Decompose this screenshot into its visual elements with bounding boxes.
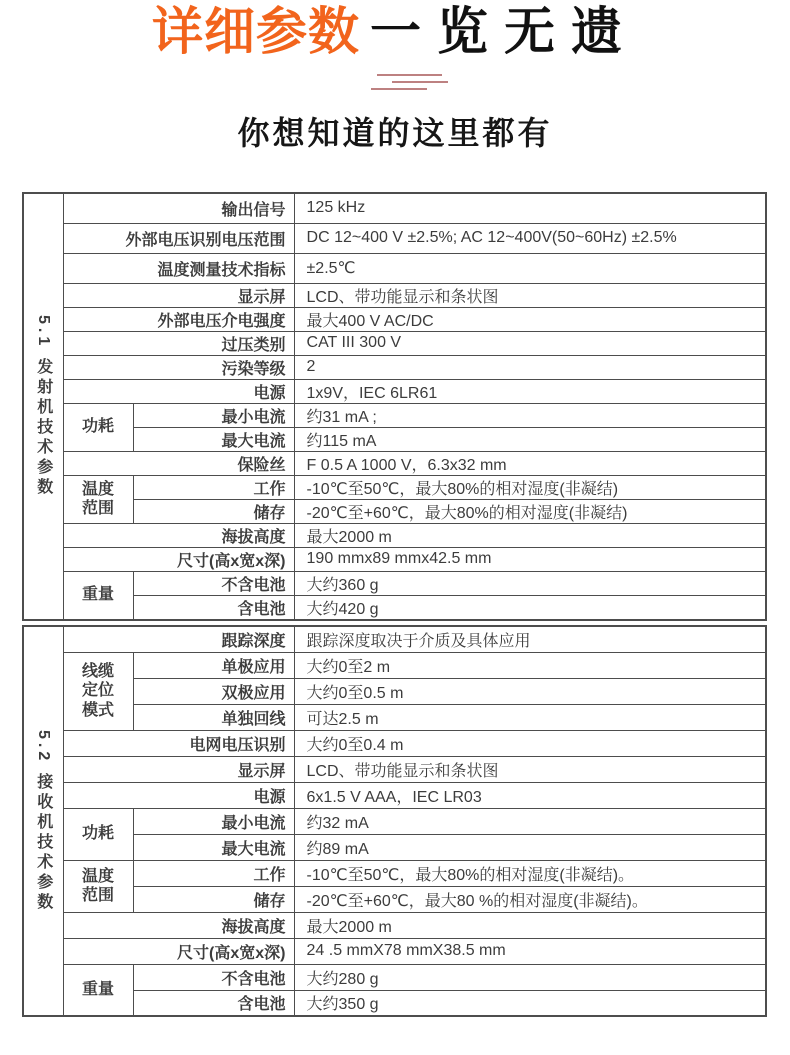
table-row: [23, 704, 766, 730]
spec-value: 最大2000 m: [294, 523, 766, 547]
spec-label: 显示屏: [63, 283, 294, 307]
table-row: [23, 595, 766, 620]
table-row: [23, 964, 766, 990]
spec-label: 不含电池: [133, 571, 294, 595]
page-title-highlight: 详细参数: [151, 3, 360, 60]
spec-label: 储存: [133, 499, 294, 523]
spec-value: 1x9V，IEC 6LR61: [294, 379, 766, 403]
transmitter-spec-table: [22, 192, 767, 621]
spec-label: 最小电流: [133, 808, 294, 834]
spec-value: 大约0至0.5 m: [294, 678, 766, 704]
spec-label: 最大电流: [133, 834, 294, 860]
transmitter-spec-table-body: [23, 193, 766, 620]
spec-value: 可达2.5 m: [294, 704, 766, 730]
spec-value: F 0.5 A 1000 V，6.3x32 mm: [294, 451, 766, 475]
spec-label: 电源: [63, 379, 294, 403]
spec-label: 含电池: [133, 990, 294, 1016]
spec-value: 6x1.5 V AAA，IEC LR03: [294, 782, 766, 808]
table-row: [23, 193, 766, 223]
title-decoration-line: [371, 88, 427, 90]
spec-value: 大约350 g: [294, 990, 766, 1016]
spec-label: 海拔高度: [63, 523, 294, 547]
title-decoration-line: [392, 81, 448, 83]
spec-value: 大约0至0.4 m: [294, 730, 766, 756]
spec-value: 最大400 V AC/DC: [294, 307, 766, 331]
table-row: [23, 808, 766, 834]
spec-value: -20℃至+60℃，最大80%的相对湿度(非凝结): [294, 499, 766, 523]
spec-label: 含电池: [133, 595, 294, 620]
spec-label: 尺寸(高x宽x深): [63, 547, 294, 571]
table-row: [23, 523, 766, 547]
spec-value: 125 kHz: [294, 193, 766, 223]
table-row: [23, 834, 766, 860]
spec-label: 电网电压识别: [63, 730, 294, 756]
spec-value: 最大2000 m: [294, 912, 766, 938]
spec-label: 工作: [133, 860, 294, 886]
receiver-spec-table: [22, 625, 767, 1017]
title-decoration-line: [377, 74, 442, 76]
spec-label: 外部电压识别电压范围: [63, 223, 294, 253]
spec-label: 单极应用: [133, 652, 294, 678]
table-row: [23, 223, 766, 253]
table-row: [23, 730, 766, 756]
spec-value: -10℃至50℃，最大80%的相对湿度(非凝结)。: [294, 860, 766, 886]
spec-value: LCD、带功能显示和条状图: [294, 756, 766, 782]
table-row: [23, 860, 766, 886]
group-label: 温度 范围: [63, 860, 133, 912]
spec-value: 约89 mA: [294, 834, 766, 860]
spec-label: 电源: [63, 782, 294, 808]
spec-label: 过压类别: [63, 331, 294, 355]
table-row: [23, 938, 766, 964]
spec-value: 24 .5 mmX78 mmX38.5 mm: [294, 938, 766, 964]
table-row: [23, 547, 766, 571]
spec-value: 190 mmx89 mmx42.5 mm: [294, 547, 766, 571]
spec-value: 大约0至2 m: [294, 652, 766, 678]
table-row: [23, 678, 766, 704]
table-row: [23, 475, 766, 499]
table-row: [23, 626, 766, 652]
spec-label: 外部电压介电强度: [63, 307, 294, 331]
table-row: [23, 307, 766, 331]
spec-label: 最小电流: [133, 403, 294, 427]
table-row: [23, 571, 766, 595]
spec-value: LCD、带功能显示和条状图: [294, 283, 766, 307]
spec-label: 温度测量技术指标: [63, 253, 294, 283]
group-label: 重量: [63, 964, 133, 1016]
spec-value: 2: [294, 355, 766, 379]
receiver-spec-table-body: [23, 626, 766, 1016]
group-label: 功耗: [63, 808, 133, 860]
page-title-rest: 一览无遗: [370, 3, 639, 60]
table-row: [23, 756, 766, 782]
spec-value: 大约420 g: [294, 595, 766, 620]
spec-label: 单独回线: [133, 704, 294, 730]
table-row: [23, 253, 766, 283]
spec-label: 海拔高度: [63, 912, 294, 938]
section-title: 5.2 接收机技术参数: [23, 626, 63, 1016]
table-row: [23, 283, 766, 307]
spec-label: 双极应用: [133, 678, 294, 704]
spec-label: 不含电池: [133, 964, 294, 990]
spec-value: 跟踪深度取决于介质及具体应用: [294, 626, 766, 652]
group-label: 功耗: [63, 403, 133, 451]
table-row: [23, 499, 766, 523]
table-row: [23, 355, 766, 379]
table-row: [23, 427, 766, 451]
spec-value: CAT III 300 V: [294, 331, 766, 355]
spec-label: 尺寸(高x宽x深): [63, 938, 294, 964]
spec-label: 最大电流: [133, 427, 294, 451]
spec-value: ±2.5℃: [294, 253, 766, 283]
table-row: [23, 403, 766, 427]
group-label: 线缆 定位 模式: [63, 652, 133, 730]
spec-value: 大约360 g: [294, 571, 766, 595]
page-title: [0, 2, 790, 62]
section-title: 5.1 发射机技术参数: [23, 193, 63, 620]
table-row: [23, 782, 766, 808]
group-label: 温度 范围: [63, 475, 133, 523]
spec-label: 输出信号: [63, 193, 294, 223]
spec-label: 显示屏: [63, 756, 294, 782]
spec-label: 储存: [133, 886, 294, 912]
spec-value: 约31 mA ;: [294, 403, 766, 427]
table-row: [23, 912, 766, 938]
spec-value: -10℃至50℃，最大80%的相对湿度(非凝结): [294, 475, 766, 499]
table-row: [23, 990, 766, 1016]
spec-value: 约115 mA: [294, 427, 766, 451]
group-label: 重量: [63, 571, 133, 620]
table-row: [23, 652, 766, 678]
table-row: [23, 379, 766, 403]
table-row: [23, 331, 766, 355]
page-subtitle: 你想知道的这里都有: [237, 115, 553, 151]
spec-value: 大约280 g: [294, 964, 766, 990]
spec-value: DC 12~400 V ±2.5%; AC 12~400V(50~60Hz) ±2.5%: [294, 223, 766, 253]
spec-label: 工作: [133, 475, 294, 499]
spec-label: 污染等级: [63, 355, 294, 379]
spec-value: -20℃至+60℃，最大80 %的相对湿度(非凝结)。: [294, 886, 766, 912]
table-row: [23, 451, 766, 475]
spec-value: 约32 mA: [294, 808, 766, 834]
spec-label: 跟踪深度: [63, 626, 294, 652]
table-row: [23, 886, 766, 912]
spec-label: 保险丝: [63, 451, 294, 475]
